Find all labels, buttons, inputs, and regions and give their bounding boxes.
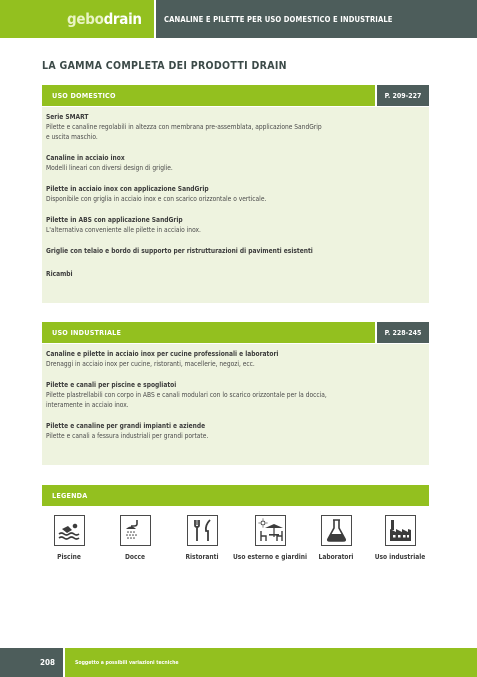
list-item — [46, 270, 425, 279]
legend-item-industriale — [360, 515, 440, 561]
section-label-industrial: USO INDUSTRIALE — [42, 322, 375, 343]
item-title: Pilette e canali per piscine e spogliatoi — [46, 381, 177, 389]
section-label-legend: LEGENDA — [42, 485, 429, 506]
item-title: Serie SMART — [46, 113, 89, 121]
list-item — [46, 247, 425, 256]
item-desc: Pilette plastrellabili con corpo in ABS e canali modulari con lo scarico orizzontale per la doccia, — [46, 391, 327, 399]
section-bar-legend — [42, 485, 429, 506]
item-title: Canaline in acciaio inox — [46, 154, 125, 162]
section-pages-domestic: P. 209-227 — [377, 85, 429, 106]
page-number: 208 — [0, 648, 63, 677]
item-title: Pilette e canaline per grandi impianti e aziende — [46, 422, 206, 430]
item-desc: Pilette e canaline regolabili in altezza con membrana pre-assemblata, applicazione SandGrip — [46, 123, 322, 131]
swimmer-icon — [56, 517, 83, 544]
page-footer — [0, 648, 477, 677]
legend-icons — [42, 515, 442, 565]
list-item — [46, 350, 425, 369]
list-item — [46, 185, 425, 204]
item-title: Canaline e pilette in acciaio inox per cucine professionali e laboratori — [46, 350, 279, 358]
item-title: Pilette in ABS con applicazione SandGrip — [46, 216, 183, 224]
section-bar-domestic — [42, 85, 429, 106]
item-desc: Drenaggi in acciaio inox per cucine, ristoranti, macellerie, negozi, ecc. — [46, 360, 255, 368]
section-label-domestic: USO DOMESTICO — [42, 85, 375, 106]
legend-caption: Piscine — [57, 553, 81, 561]
logo-part-gebo: gebo — [67, 10, 104, 28]
legend-caption: Ristoranti — [185, 553, 219, 561]
list-item — [46, 381, 425, 410]
garden-table-icon — [257, 517, 284, 544]
footer-note: Soggetto a possibili variazioni tecniche — [65, 648, 477, 677]
item-title: Griglie con telaio e bordo di supporto per ristrutturazioni di pavimenti esistenti — [46, 247, 313, 255]
list-item — [46, 154, 425, 173]
header-title: CANALINE E PILETTE PER USO DOMESTICO E INDUSTRIALE — [156, 0, 477, 38]
list-item — [46, 113, 425, 142]
list-item — [46, 422, 425, 441]
section-pages-industrial: P. 228-245 — [377, 322, 429, 343]
flask-icon — [323, 517, 350, 544]
fork-knife-icon — [189, 517, 216, 544]
page-title: LA GAMMA COMPLETA DEI PRODOTTI DRAIN — [42, 60, 287, 72]
item-desc: e uscita maschio. — [46, 133, 98, 141]
gebo-drain-logo — [0, 0, 154, 38]
item-desc: L'alternativa conveniente alle pilette in acciaio inox. — [46, 226, 201, 234]
item-desc: Disponibile con griglia in acciaio inox e con scarico orizzontale o verticale. — [46, 195, 267, 203]
legend-caption: Uso industriale — [374, 553, 426, 561]
item-desc: Pilette e canali a fessura industriali per grandi portate. — [46, 432, 209, 440]
section-body-domestic — [42, 107, 429, 303]
item-title: Ricambi — [46, 270, 73, 278]
legend-caption: Uso esterno e giardini — [232, 553, 308, 561]
factory-icon — [387, 517, 414, 544]
list-item — [46, 216, 425, 235]
page-header — [0, 0, 477, 38]
item-desc: interamente in acciaio inox. — [46, 401, 129, 409]
section-bar-industrial — [42, 322, 429, 343]
legend-caption: Laboratori — [318, 553, 354, 561]
item-desc: Modelli lineari con diversi design di griglie. — [46, 164, 173, 172]
logo-part-drain: drain — [103, 10, 142, 28]
section-body-industrial — [42, 344, 429, 465]
legend-caption: Docce — [124, 553, 146, 561]
item-title: Pilette in acciaio inox con applicazione SandGrip — [46, 185, 209, 193]
shower-icon — [122, 517, 149, 544]
